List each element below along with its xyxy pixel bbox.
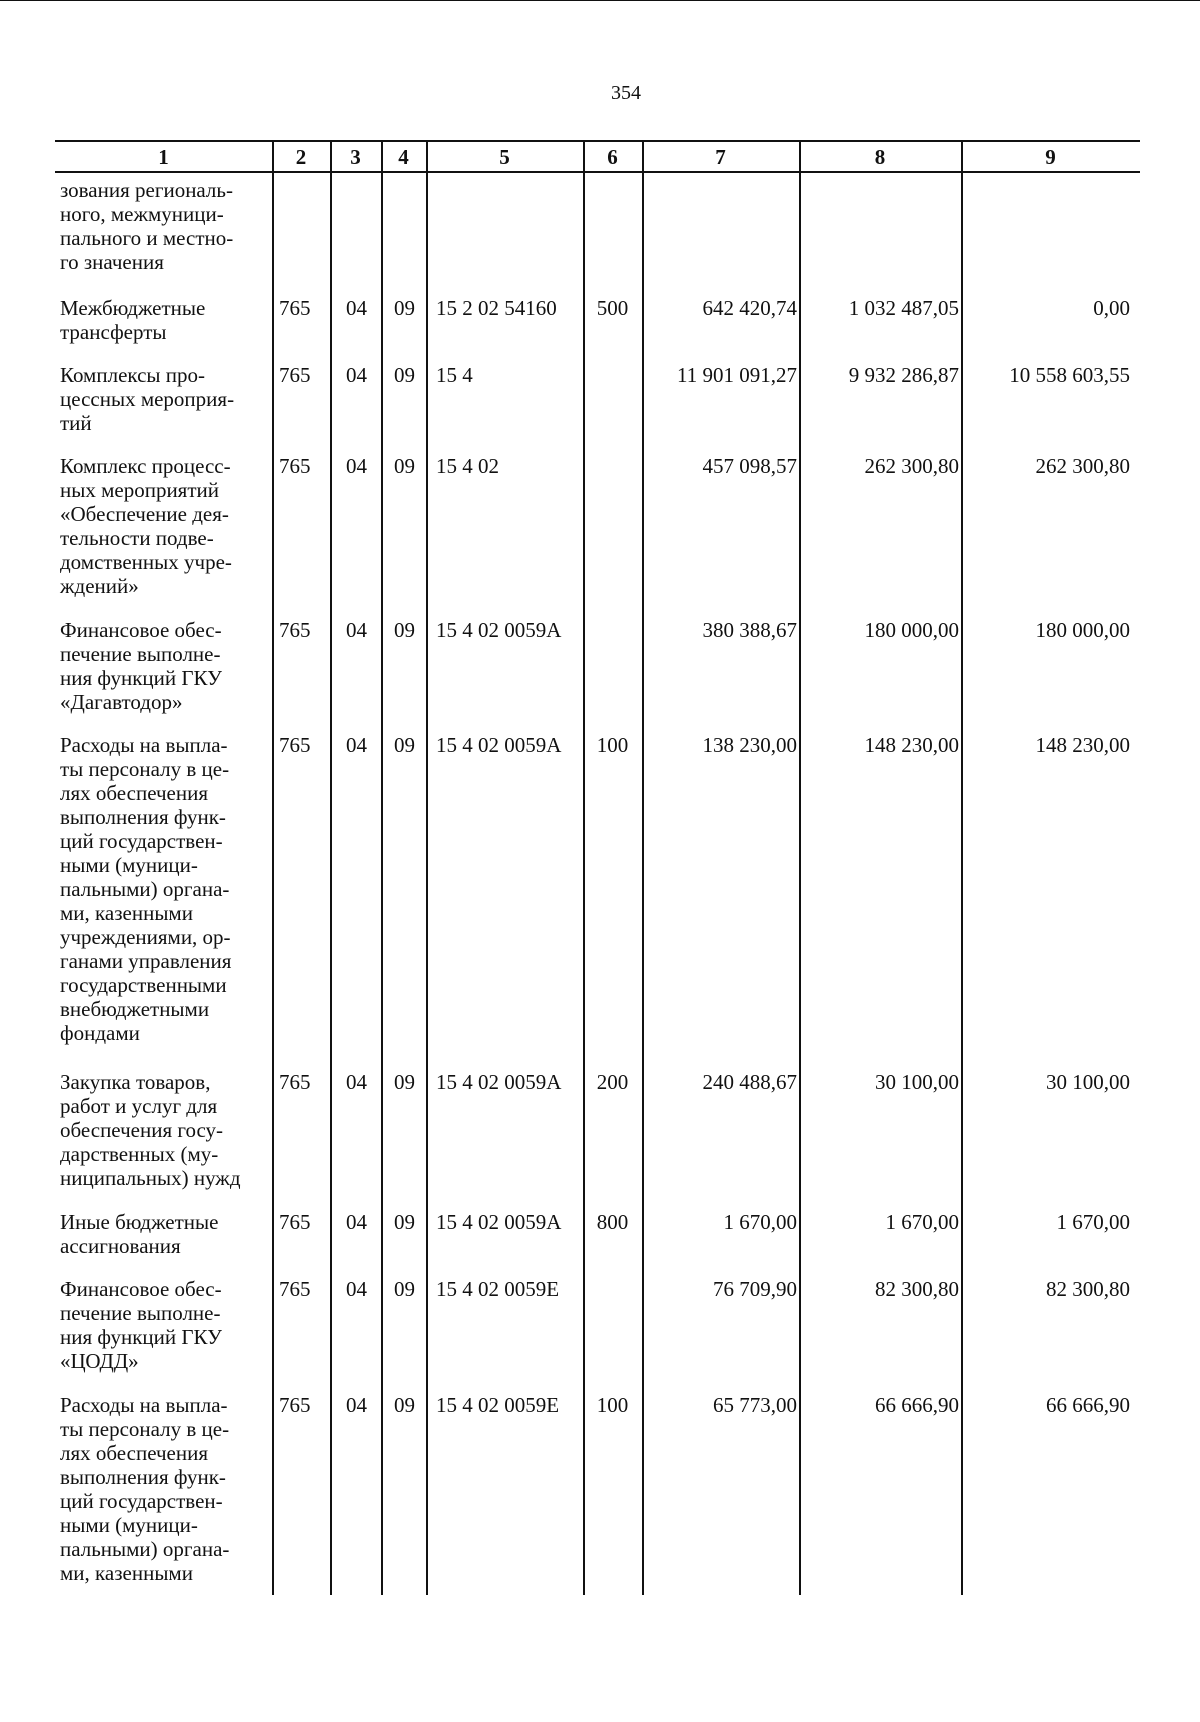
top-edge-line (0, 0, 1200, 1)
cell-amount-col7: 380 388,67 (702, 618, 797, 642)
column-header: 7 (715, 145, 726, 169)
row-label: Расходы на выпла- ты персоналу в це- лях обеспечения выполнения функ- ций государствен- ными (муници- пальными) органа- ми, казенными (60, 1393, 230, 1585)
cell-expense-type: 100 (596, 733, 629, 757)
cell-amount-col8: 82 300,80 (875, 1277, 959, 1301)
cell-amount-col7: 138 230,00 (702, 733, 797, 757)
cell-target-code: 15 4 02 0059А (436, 1070, 562, 1094)
cell-section: 04 (346, 1070, 367, 1094)
cell-section: 04 (346, 1210, 367, 1234)
column-header: 2 (295, 145, 307, 169)
cell-section: 04 (346, 733, 367, 757)
cell-amount-col7: 1 670,00 (723, 1210, 797, 1234)
cell-amount-col7: 76 709,90 (713, 1277, 797, 1301)
cell-amount-col9: 66 666,90 (1046, 1393, 1130, 1417)
cell-subsection: 09 (394, 296, 415, 320)
cell-amount-col8: 262 300,80 (864, 454, 959, 478)
cell-ministry-code: 765 (279, 1393, 311, 1417)
cell-ministry-code: 765 (279, 733, 311, 757)
cell-amount-col7: 11 901 091,27 (677, 363, 797, 387)
cell-amount-col9: 30 100,00 (1046, 1070, 1130, 1094)
col-divider (426, 140, 428, 1595)
cell-subsection: 09 (394, 454, 415, 478)
col-divider (583, 140, 585, 1595)
cell-subsection: 09 (394, 1277, 415, 1301)
cell-amount-col9: 82 300,80 (1046, 1277, 1130, 1301)
cell-expense-type: 100 (596, 1393, 629, 1417)
cell-subsection: 09 (394, 618, 415, 642)
column-header: 5 (499, 145, 510, 169)
column-header: 3 (350, 145, 361, 169)
cell-amount-col9: 0,00 (1093, 296, 1130, 320)
cell-ministry-code: 765 (279, 618, 311, 642)
cell-ministry-code: 765 (279, 1210, 311, 1234)
budget-table (55, 140, 1140, 1595)
cell-amount-col8: 148 230,00 (864, 733, 959, 757)
cell-amount-col8: 30 100,00 (875, 1070, 959, 1094)
cell-ministry-code: 765 (279, 1277, 311, 1301)
col-divider (381, 140, 383, 1595)
cell-subsection: 09 (394, 363, 415, 387)
cell-target-code: 15 4 02 0059А (436, 733, 562, 757)
col-divider (799, 140, 801, 1595)
cell-target-code: 15 4 02 (436, 454, 499, 478)
row-label: Комплекс процесс- ных мероприятий «Обеспечение дея- тельности подве- домственных учре- ждений» (60, 454, 232, 598)
column-header: 8 (874, 145, 886, 169)
cell-ministry-code: 765 (279, 454, 311, 478)
cell-amount-col8: 1 670,00 (885, 1210, 959, 1234)
cell-section: 04 (346, 618, 367, 642)
cell-target-code: 15 4 02 0059Е (436, 1277, 560, 1301)
row-label: Комплексы про- цессных мероприя- тий (60, 363, 235, 435)
row-label: Расходы на выпла- ты персоналу в це- лях обеспечения выполнения функ- ций государствен- ными (муници- пальными) органа- ми, казенными учреждениями, ор- ганами управления государственными внебюджетными фондами (60, 733, 232, 1045)
cell-expense-type: 500 (596, 296, 629, 320)
cell-amount-col8: 1 032 487,05 (848, 296, 959, 320)
cell-section: 04 (346, 454, 367, 478)
column-header: 9 (1045, 145, 1056, 169)
cell-target-code: 15 4 02 0059А (436, 618, 562, 642)
cell-amount-col8: 180 000,00 (864, 618, 959, 642)
cell-amount-col9: 10 558 603,55 (1009, 363, 1130, 387)
row-label: Финансовое обес- печение выполне- ния функций ГКУ «Дагавтодор» (60, 618, 222, 714)
cell-amount-col7: 240 488,67 (702, 1070, 797, 1094)
row-label: зования региональ- ного, межмуници- пального и местно- го значения (60, 178, 234, 274)
cell-section: 04 (346, 1277, 367, 1301)
row-label: Межбюджетные трансферты (60, 296, 206, 344)
page-number: 354 (611, 82, 641, 104)
cell-subsection: 09 (394, 1393, 415, 1417)
cell-amount-col9: 148 230,00 (1035, 733, 1130, 757)
col-divider (642, 140, 644, 1595)
cell-amount-col9: 1 670,00 (1056, 1210, 1130, 1234)
cell-subsection: 09 (394, 1210, 415, 1234)
cell-amount-col9: 262 300,80 (1035, 454, 1130, 478)
cell-target-code: 15 2 02 54160 (436, 296, 557, 320)
cell-ministry-code: 765 (279, 296, 311, 320)
cell-section: 04 (346, 296, 367, 320)
cell-ministry-code: 765 (279, 1070, 311, 1094)
column-header: 4 (398, 145, 409, 169)
cell-amount-col7: 457 098,57 (702, 454, 797, 478)
cell-ministry-code: 765 (279, 363, 311, 387)
cell-amount-col8: 66 666,90 (875, 1393, 959, 1417)
cell-amount-col8: 9 932 286,87 (848, 363, 959, 387)
cell-expense-type: 200 (596, 1070, 629, 1094)
cell-target-code: 15 4 02 0059А (436, 1210, 562, 1234)
col-divider (961, 140, 963, 1595)
cell-target-code: 15 4 (436, 363, 473, 387)
cell-target-code: 15 4 02 0059Е (436, 1393, 560, 1417)
column-header: 1 (158, 145, 169, 169)
col-divider (272, 140, 274, 1595)
cell-subsection: 09 (394, 1070, 415, 1094)
col-divider (330, 140, 332, 1595)
cell-subsection: 09 (394, 733, 415, 757)
cell-section: 04 (346, 363, 367, 387)
row-label: Финансовое обес- печение выполне- ния функций ГКУ «ЦОДД» (60, 1277, 222, 1373)
cell-expense-type: 800 (596, 1210, 629, 1234)
cell-amount-col9: 180 000,00 (1035, 618, 1130, 642)
cell-amount-col7: 65 773,00 (713, 1393, 797, 1417)
column-header: 6 (607, 145, 618, 169)
row-label: Иные бюджетные ассигнования (60, 1210, 219, 1258)
cell-amount-col7: 642 420,74 (702, 296, 797, 320)
cell-section: 04 (346, 1393, 367, 1417)
row-label: Закупка товаров, работ и услуг для обеспечения госу- дарственных (му- ниципальных) нужд (60, 1070, 241, 1190)
